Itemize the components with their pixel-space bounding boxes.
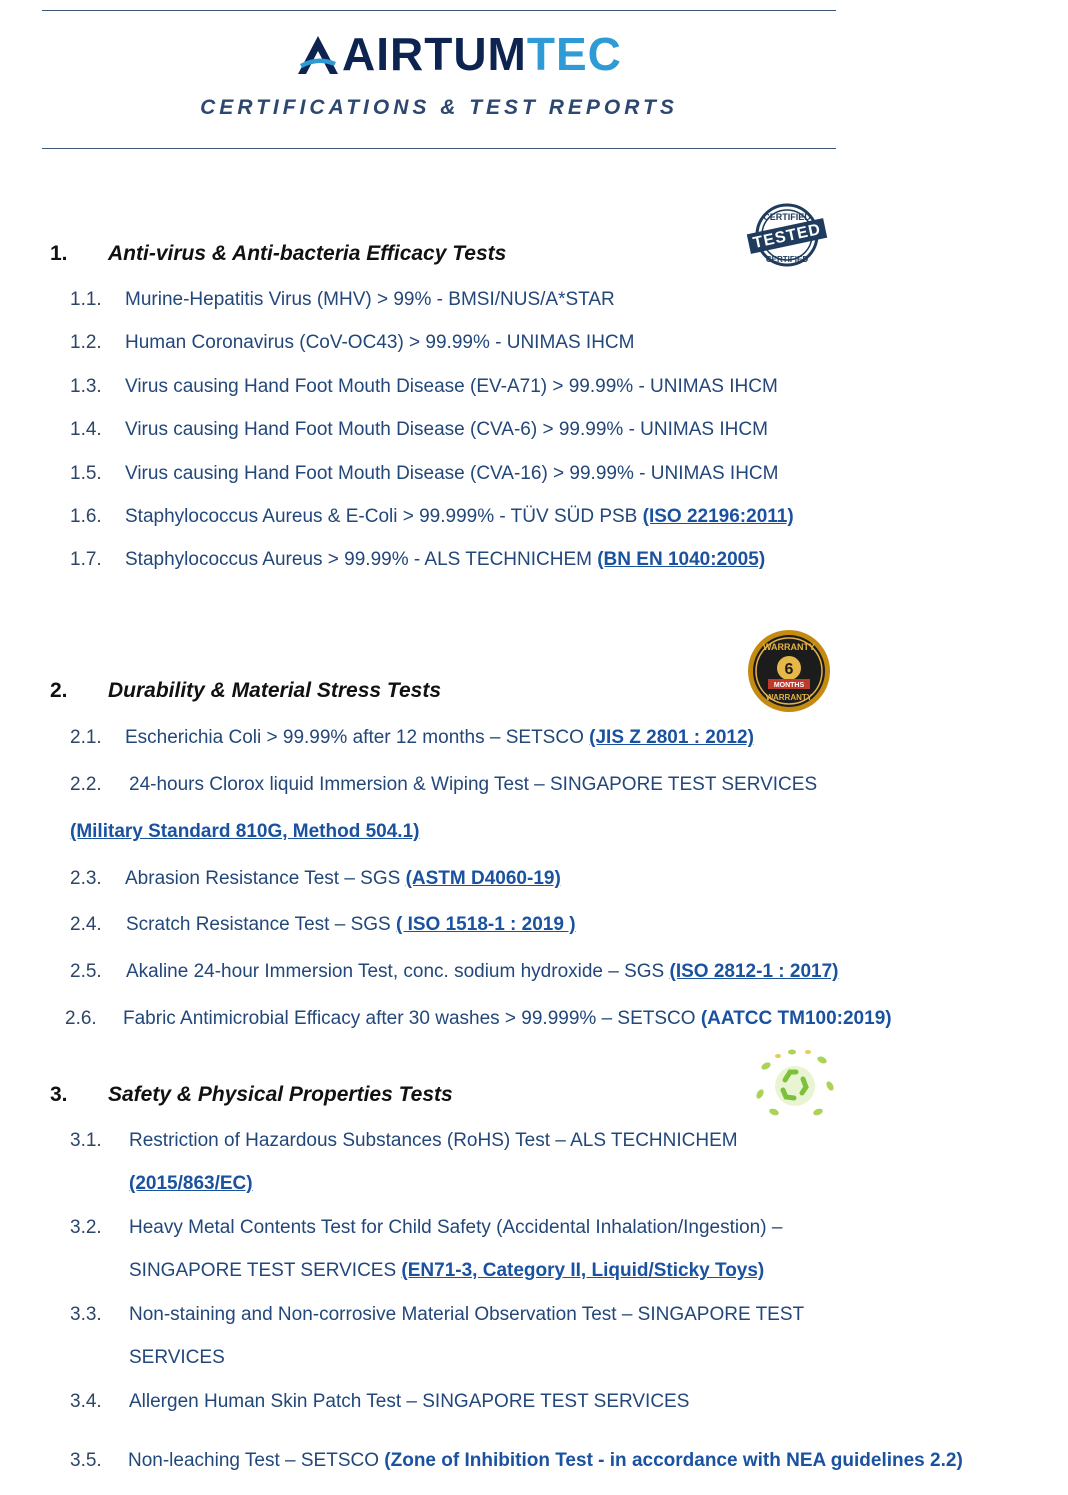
list-item <box>129 1391 689 1413</box>
item-number: 1.6. <box>70 506 102 527</box>
brand-logo <box>296 28 622 80</box>
standard-link[interactable]: (ASTM D4060-19) <box>405 868 561 889</box>
stamp-middle-text: TESTED <box>751 220 823 252</box>
item-text: Fabric Antimicrobial Efficacy after 30 washes > 99.999% – SETSCO <box>123 1008 701 1029</box>
list-item <box>125 419 768 441</box>
item-text: Scratch Resistance Test – SGS <box>126 914 396 935</box>
item-number: 3.4. <box>70 1391 102 1412</box>
section-3-number: 3. <box>50 1083 68 1106</box>
header-rule-bottom <box>42 148 836 149</box>
section-2-title: Durability & Material Stress Tests <box>108 679 442 702</box>
item-number: 1.2. <box>70 332 102 353</box>
item-text: Escherichia Coli > 99.99% after 12 months – SETSCO <box>125 727 590 748</box>
item-text: Virus causing Hand Foot Mouth Disease (EV-A71) > 99.99% - UNIMAS IHCM <box>125 376 778 397</box>
item-text: SINGAPORE TEST SERVICES <box>129 1260 402 1281</box>
section-3-title: Safety & Physical Properties Tests <box>108 1083 453 1106</box>
standard-link[interactable]: (Military Standard 810G, Method 504.1) <box>70 821 420 842</box>
list-item <box>125 868 561 890</box>
warranty-bottom-text: WARRANTY <box>765 693 813 702</box>
item-text: SERVICES <box>129 1347 225 1368</box>
item-text: Allergen Human Skin Patch Test – SINGAPORE TEST SERVICES <box>129 1391 690 1412</box>
item-text: Murine-Hepatitis Virus (MHV) > 99% - BMSI/NUS/A*STAR <box>125 289 615 310</box>
item-number: 2.5. <box>70 961 102 982</box>
standard-link[interactable]: (EN71-3, Category II, Liquid/Sticky Toys) <box>401 1260 765 1281</box>
logo-text-light: TEC <box>526 28 622 80</box>
item-text: 24-hours Clorox liquid Immersion & Wiping Test – SINGAPORE TEST SERVICES <box>129 774 818 795</box>
item-text: Non-staining and Non-corrosive Material Observation Test – SINGAPORE TEST <box>129 1304 805 1325</box>
list-item-continuation <box>129 1347 225 1369</box>
item-number: 1.5. <box>70 463 102 484</box>
item-number: 1.4. <box>70 419 102 440</box>
item-text: Staphylococcus Aureus > 99.99% - ALS TECHNICHEM <box>125 549 598 570</box>
list-item <box>125 549 765 571</box>
list-item <box>125 332 634 354</box>
item-number: 2.2. <box>70 774 102 795</box>
page-subtitle: CERTIFICATIONS & TEST REPORTS <box>200 96 678 119</box>
item-text: Restriction of Hazardous Substances (RoHS) Test – ALS TECHNICHEM <box>129 1130 738 1151</box>
list-item-continuation <box>70 821 419 843</box>
item-number: 2.6. <box>65 1008 97 1029</box>
list-item-continuation <box>129 1173 253 1195</box>
warranty-top-text: WARRANTY <box>763 642 815 652</box>
item-text: Non-leaching Test – SETSCO <box>128 1450 385 1471</box>
warranty-number: 6 <box>784 661 794 678</box>
list-item <box>129 1130 738 1152</box>
standard-label: (Zone of Inhibition Test - in accordance with NEA guidelines 2.2) <box>384 1450 963 1471</box>
list-item <box>125 727 754 749</box>
list-item <box>125 463 778 485</box>
section-1-number: 1. <box>50 242 68 265</box>
item-number: 1.7. <box>70 549 102 570</box>
standard-link[interactable]: ( ISO 1518-1 : 2019 ) <box>396 914 576 935</box>
list-item <box>126 914 576 936</box>
item-text: Abrasion Resistance Test – SGS <box>125 868 406 889</box>
item-text: Human Coronavirus (CoV-OC43) > 99.99% - UNIMAS IHCM <box>125 332 635 353</box>
warranty-badge-icon <box>746 628 832 714</box>
standard-label: (AATCC TM100:2019) <box>700 1008 892 1029</box>
item-number: 3.3. <box>70 1304 102 1325</box>
list-item <box>126 961 839 983</box>
list-item <box>125 289 615 311</box>
item-text: Staphylococcus Aureus & E-Coli > 99.999% - TÜV SÜD PSB <box>125 506 643 527</box>
list-item <box>129 774 817 796</box>
tested-certified-stamp-icon <box>742 196 832 274</box>
standard-link[interactable]: (BN EN 1040:2005) <box>597 549 766 570</box>
list-item <box>129 1304 804 1326</box>
logo-text-dark: AIRTUM <box>342 28 527 80</box>
eco-recycle-icon <box>752 1046 838 1122</box>
item-text: Akaline 24-hour Immersion Test, conc. sodium hydroxide – SGS <box>126 961 670 982</box>
stamp-top-text: CERTIFIED <box>763 212 811 222</box>
header-rule-top <box>42 10 836 11</box>
standard-link[interactable]: (2015/863/EC) <box>129 1173 253 1194</box>
item-text: Heavy Metal Contents Test for Child Safety (Accidental Inhalation/Ingestion) – <box>129 1217 783 1238</box>
section-1-title: Anti-virus & Anti-bacteria Efficacy Tests <box>108 242 507 265</box>
section-2-number: 2. <box>50 679 68 702</box>
item-number: 1.3. <box>70 376 102 397</box>
item-number: 3.5. <box>70 1450 102 1471</box>
item-number: 2.1. <box>70 727 102 748</box>
item-number: 2.3. <box>70 868 102 889</box>
item-text: Virus causing Hand Foot Mouth Disease (CVA-16) > 99.99% - UNIMAS IHCM <box>125 463 779 484</box>
item-number: 3.2. <box>70 1217 102 1238</box>
list-item <box>125 376 778 398</box>
warranty-months-text: MONTHS <box>773 682 805 689</box>
item-number: 1.1. <box>70 289 102 310</box>
standard-link[interactable]: (ISO 22196:2011) <box>642 506 794 527</box>
logo-wordmark <box>342 28 622 80</box>
logo-a-mark-icon <box>296 34 340 76</box>
list-item <box>125 506 794 528</box>
item-number: 3.1. <box>70 1130 102 1151</box>
item-number: 2.4. <box>70 914 102 935</box>
list-item-continuation <box>129 1260 764 1282</box>
list-item <box>128 1450 963 1472</box>
standard-link[interactable]: (JIS Z 2801 : 2012) <box>589 727 754 748</box>
item-text: Virus causing Hand Foot Mouth Disease (CVA-6) > 99.99% - UNIMAS IHCM <box>125 419 768 440</box>
stamp-bottom-text: CERTIFIED <box>765 255 809 264</box>
list-item <box>129 1217 782 1239</box>
standard-link[interactable]: (ISO 2812-1 : 2017) <box>669 961 839 982</box>
list-item <box>123 1008 892 1030</box>
